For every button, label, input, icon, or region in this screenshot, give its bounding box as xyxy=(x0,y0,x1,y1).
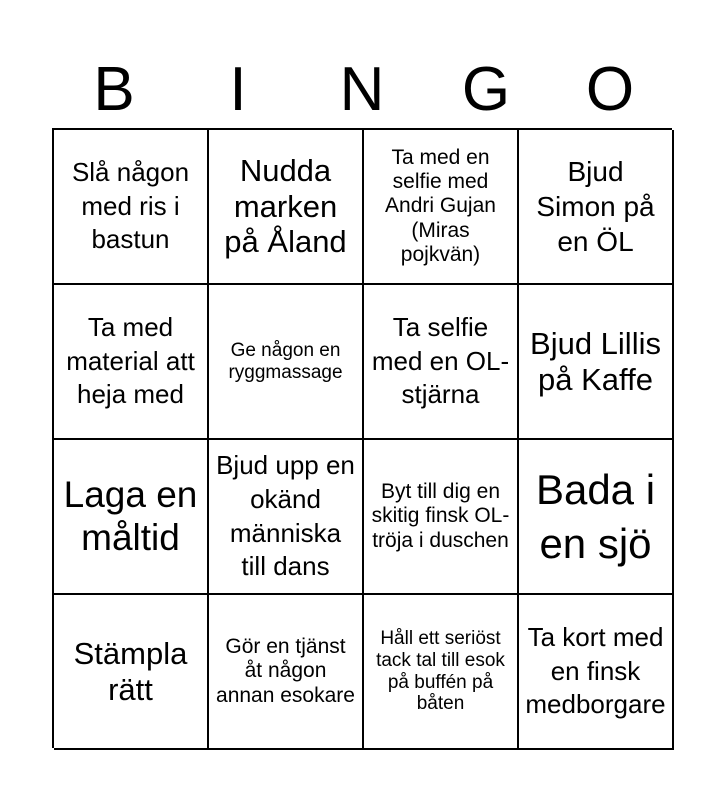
bingo-cell[interactable] xyxy=(54,595,209,750)
cell-text: Bada i en sjö xyxy=(535,465,656,567)
cell-text: Ta selfie med en OL-stjärna xyxy=(371,311,510,410)
cell-text: Ta med material att heja med xyxy=(66,311,195,410)
bingo-cell[interactable] xyxy=(364,130,519,285)
cell-text: Bjud Simon på en ÖL xyxy=(536,156,655,257)
bingo-cell[interactable] xyxy=(364,595,519,750)
bingo-header xyxy=(52,52,672,128)
bingo-cell[interactable] xyxy=(364,285,519,440)
bingo-cell[interactable] xyxy=(209,130,364,285)
header-letter-i: I xyxy=(229,55,247,124)
cell-text: Bjud upp en okänd människa till dans xyxy=(216,449,355,582)
cell-text: Ta kort med en finsk medborgare xyxy=(525,621,666,720)
bingo-cell[interactable] xyxy=(519,595,674,750)
bingo-cell[interactable] xyxy=(209,440,364,595)
bingo-cell[interactable] xyxy=(519,130,674,285)
bingo-cell[interactable] xyxy=(519,440,674,595)
cell-text: Laga en måltid xyxy=(63,473,198,558)
bingo-cell[interactable] xyxy=(54,285,209,440)
bingo-cell[interactable] xyxy=(209,595,364,750)
header-letter-g: G xyxy=(461,55,511,124)
cell-text: Slå någon med ris i bastun xyxy=(71,156,190,255)
cell-text: Stämpla rätt xyxy=(73,635,188,707)
bingo-cell[interactable] xyxy=(54,440,209,595)
cell-text: Gör en tjänst åt någon annan esokare xyxy=(216,635,355,707)
bingo-cell[interactable] xyxy=(519,285,674,440)
cell-text: Nudda marken på Åland xyxy=(224,153,347,260)
cell-text: Byt till dig en skitig finsk OL-tröja i duschen xyxy=(371,480,510,552)
bingo-cell[interactable] xyxy=(54,130,209,285)
header-letter-o: O xyxy=(585,55,635,124)
bingo-cell[interactable] xyxy=(209,285,364,440)
header-letter-n: N xyxy=(339,55,385,124)
cell-text: Bjud Lillis på Kaffe xyxy=(530,325,661,397)
header-letter-b: B xyxy=(93,55,135,124)
cell-text: Håll ett seriöst tack tal till esok på buffén på båten xyxy=(376,627,505,715)
bingo-cell[interactable] xyxy=(364,440,519,595)
bingo-grid xyxy=(52,128,672,748)
cell-text: Ta med en selfie med Andri Gujan (Miras pojkvän) xyxy=(385,146,496,266)
cell-text: Ge någon en ryggmassage xyxy=(228,339,343,383)
